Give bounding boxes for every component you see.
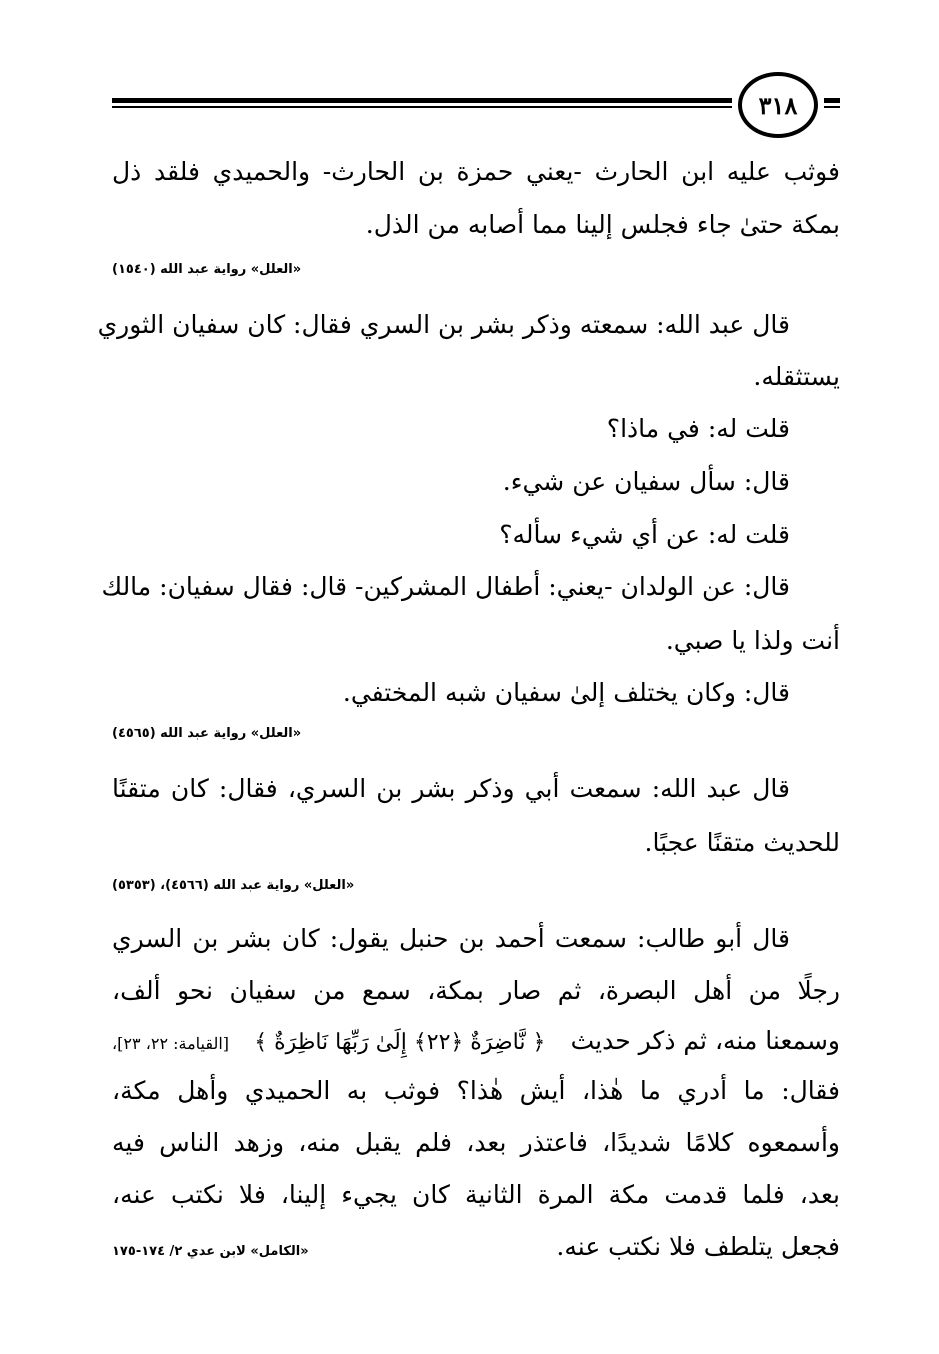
source-text: «العلل» رواية عبد الله (١٥٤٠) <box>112 262 302 277</box>
source-citation <box>112 260 840 280</box>
header-rule-thin <box>112 106 732 108</box>
source-citation <box>112 724 840 744</box>
body-line: قلت له: في ماذا؟ <box>606 414 790 443</box>
source-text: «العلل» رواية عبد الله (٤٥٦٥) <box>112 726 302 741</box>
quran-verse: ﴿ نَّاضِرَةٌ ﴿٢٢﴾ إِلَىٰ رَبِّهَا نَاظِرَةٌ ﴾ <box>254 1030 546 1055</box>
body-line: قال أبو طالب: سمعت أحمد بن حنبل يقول: كان بشر بن السري <box>112 924 790 953</box>
body-segment: فجعل يتلطف فلا نكتب عنه. <box>556 1232 840 1261</box>
body-line: بمكة حتىٰ جاء فجلس إلينا مما أصابه من الذل. <box>365 210 840 239</box>
body-line: وأسمعوه كلامًا شديدًا، فاعتذر بعد، فلم يقبل منه، وزهد الناس فيه <box>112 1128 840 1157</box>
page-header <box>112 70 840 150</box>
body-line: للحديث متقنًا عجبًا. <box>644 828 840 857</box>
body-line: قال: وكان يختلف إلىٰ سفيان شبه المختفي. <box>342 678 790 707</box>
body-line: فقال: ما أدري ما هٰذا، أيش هٰذا؟ فوثب به الحميدي وأهل مكة، <box>112 1076 840 1105</box>
header-rule-thick <box>112 98 732 103</box>
body-segment: وسمعنا منه، ثم ذكر حديث <box>570 1026 840 1055</box>
page-number: ٣١٨ <box>738 72 818 138</box>
source-citation: «الكامل» لابن عدي ٢/ ١٧٤-١٧٥ <box>112 1244 309 1259</box>
source-text: «العلل» رواية عبد الله (٤٥٦٦)، (٥٣٥٣) <box>112 878 355 893</box>
body-line: قال: عن الولدان -يعني: أطفال المشركين- قال: فقال سفيان: مالك <box>101 572 790 601</box>
body-line-quran <box>112 1024 840 1061</box>
body-line: فوثب عليه ابن الحارث -يعني حمزة بن الحارث- والحميدي فلقد ذل <box>112 157 840 186</box>
body-line: أنت ولذا يا صبي. <box>665 626 840 655</box>
body-line: يستثقله. <box>753 362 840 391</box>
body-line: قال عبد الله: سمعت أبي وذكر بشر بن السري، فقال: كان متقنًا <box>112 774 790 803</box>
body-line: قلت له: عن أي شيء سأله؟ <box>499 520 790 549</box>
quran-reference: [القيامة: ٢٢، ٢٣]، <box>112 1034 230 1053</box>
body-line: قال عبد الله: سمعته وذكر بشر بن السري فقال: كان سفيان الثوري <box>97 310 790 339</box>
body-line: قال: سأل سفيان عن شيء. <box>502 467 790 496</box>
body-line: رجلًا من أهل البصرة، ثم صار بمكة، سمع من سفيان نحو ألف، <box>112 976 840 1005</box>
body-line: بعد، فلما قدمت مكة المرة الثانية كان يجيء إلينا، فلا نكتب عنه، <box>112 1180 840 1209</box>
source-citation <box>112 876 840 896</box>
body-line-final <box>112 1230 840 1264</box>
header-rule-right-thin <box>824 106 840 108</box>
header-rule-right <box>824 98 840 103</box>
